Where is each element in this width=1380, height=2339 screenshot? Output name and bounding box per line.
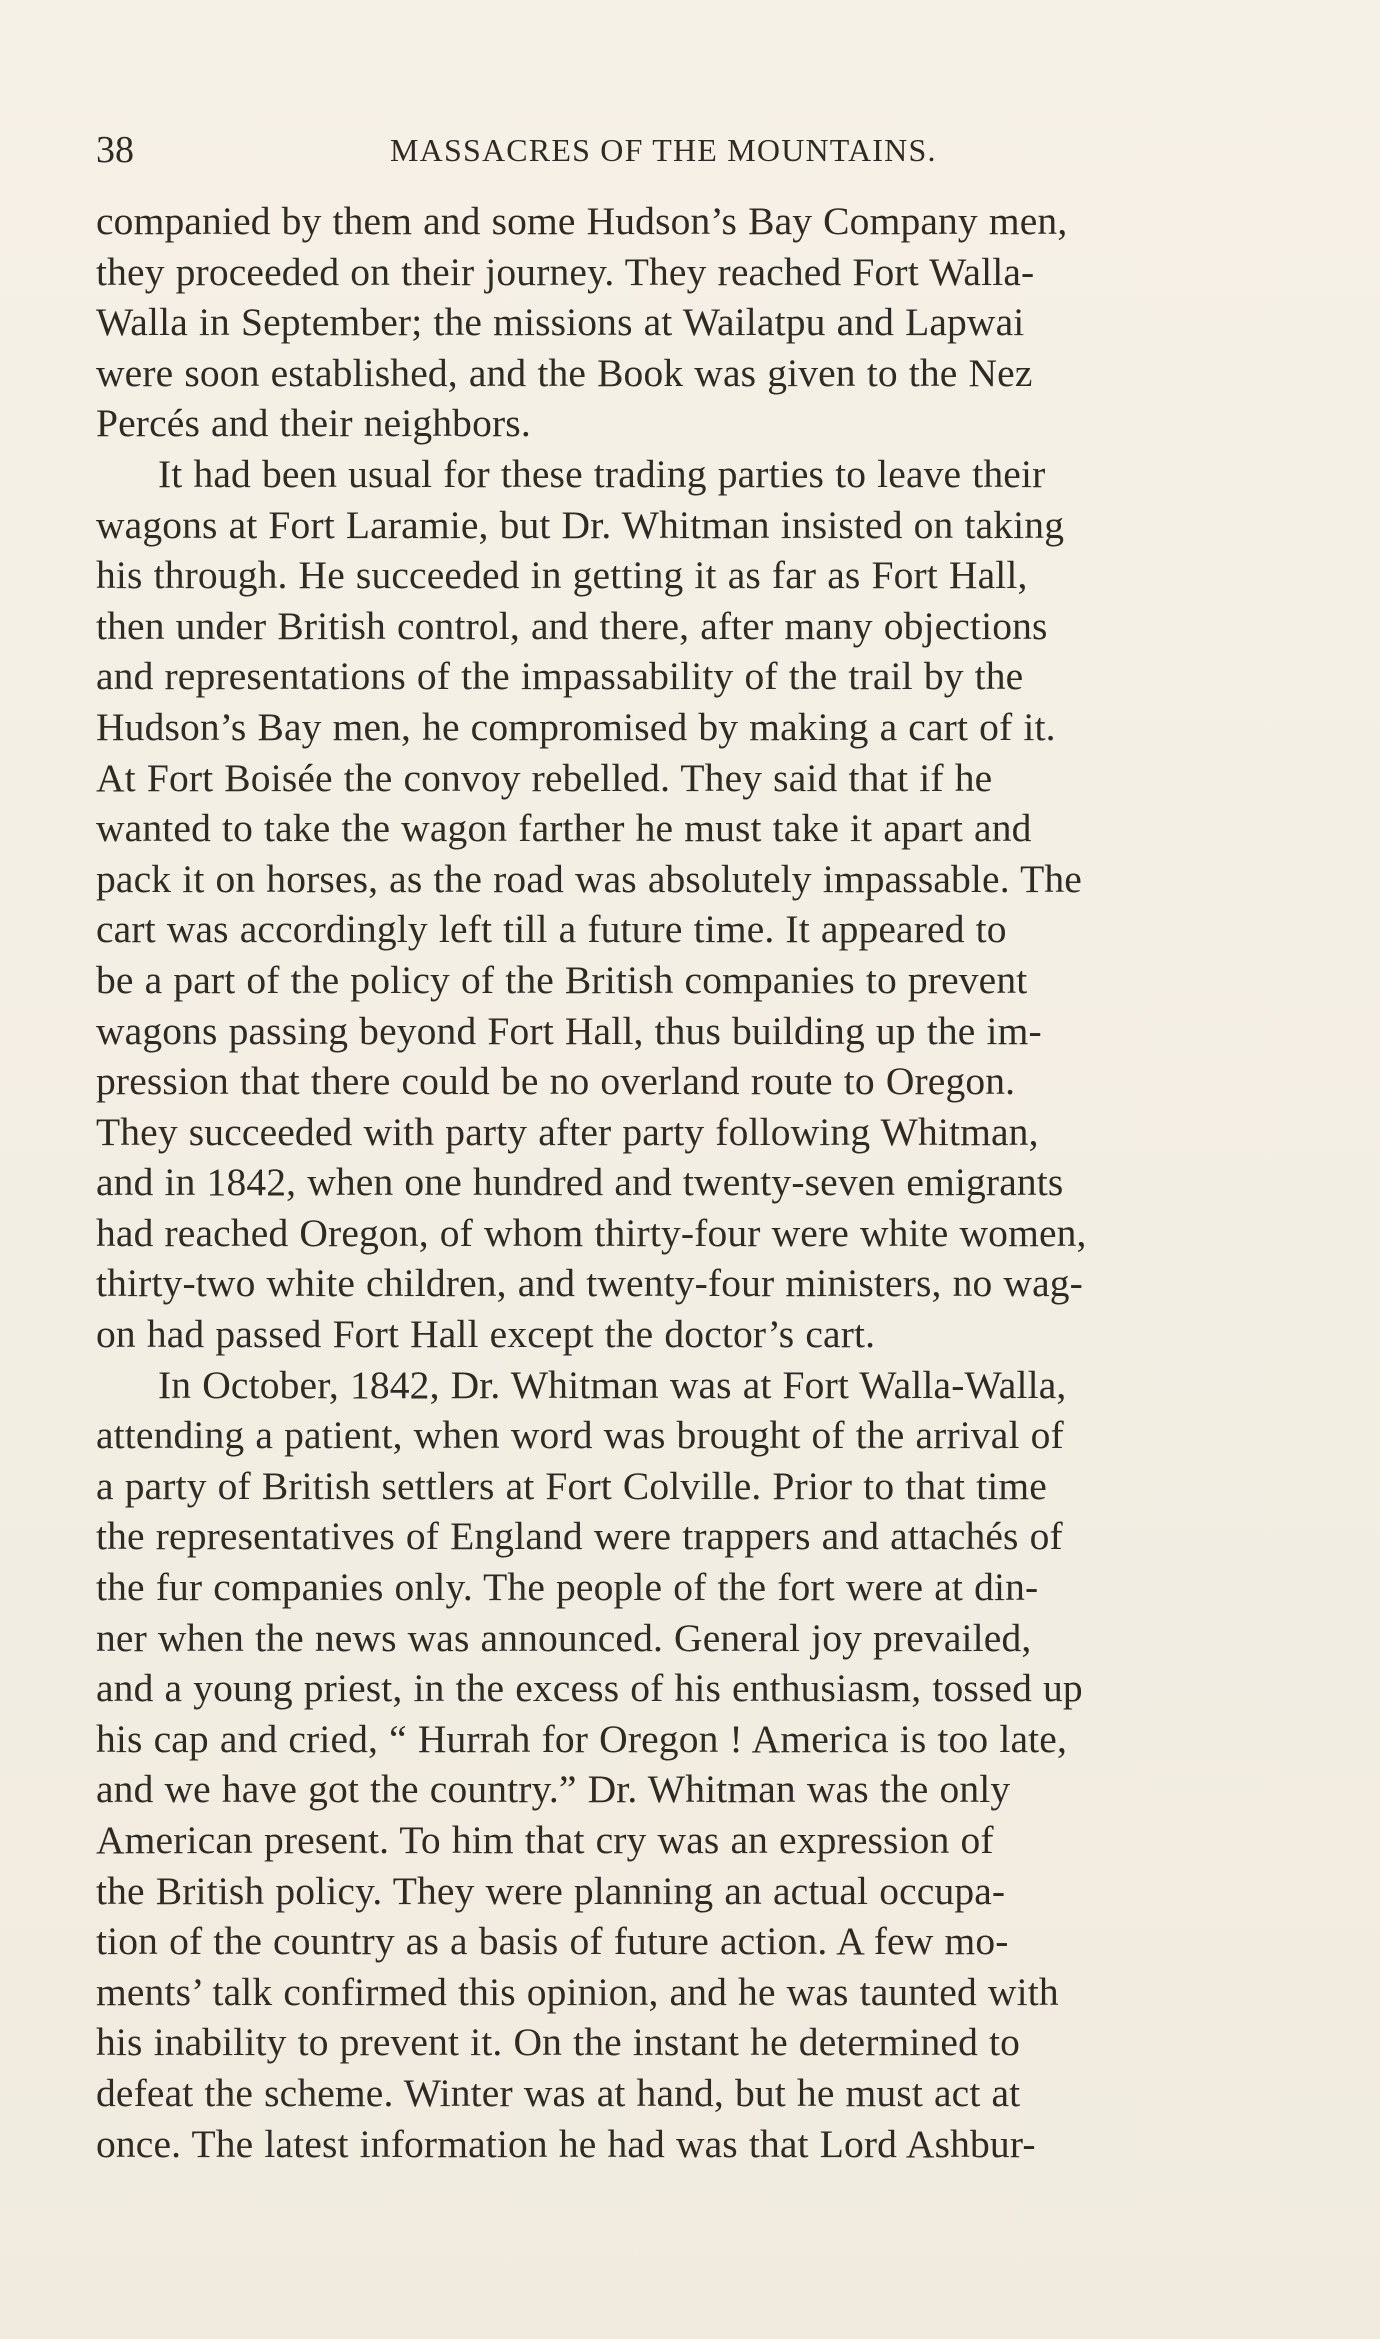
text-line: the representatives of England were trappers and attachés of <box>96 1514 1063 1559</box>
text-line: companied by them and some Hudson’s Bay Company men, <box>96 199 1068 243</box>
text-line: wagons passing beyond Fort Hall, thus building up the im- <box>96 1008 1042 1053</box>
text-line: the British policy. They were planning an actual occupa- <box>96 1868 1006 1913</box>
text-line: attending a patient, when word was brought of the arrival of <box>96 1413 1064 1458</box>
text-line: on had passed Fort Hall except the doctor’s cart. <box>96 1312 876 1357</box>
text-line: his inability to prevent it. On the instant he determined to <box>96 2020 1021 2065</box>
text-line: a party of British settlers at Fort Colville. Prior to that time <box>96 1463 1047 1508</box>
text-line: his cap and cried, “ Hurrah for Oregon ! America is too late, <box>96 1716 1067 1761</box>
text-line: pression that there could be no overland route to Oregon. <box>96 1059 1016 1104</box>
text-line: thirty-two white children, and twenty-four ministers, no wag- <box>96 1261 1083 1306</box>
paragraph-first-line: In October, 1842, Dr. Whitman was at Fort Walla-Walla, <box>158 1362 1067 1407</box>
text-line: wanted to take the wagon farther he must take it apart and <box>96 806 1032 851</box>
text-line: wagons at Fort Laramie, but Dr. Whitman insisted on taking <box>96 502 1065 547</box>
running-head <box>96 128 1246 186</box>
paragraph-first-line: It had been usual for these trading parties to leave their <box>158 451 1046 496</box>
text-line: ner when the news was announced. General joy prevailed, <box>96 1615 1032 1660</box>
text-line: pack it on horses, as the road was absolutely impassable. The <box>96 856 1082 901</box>
text-line: tion of the country as a basis of future action. A few mo- <box>96 1919 1009 1964</box>
text-line: and a young priest, in the excess of his enthusiasm, tossed up <box>96 1666 1083 1711</box>
text-line: defeat the scheme. Winter was at hand, but he must act at <box>96 2070 1021 2115</box>
body-text <box>96 196 1256 2169</box>
text-line: be a part of the policy of the British companies to prevent <box>96 957 1028 1002</box>
text-line: ments’ talk confirmed this opinion, and he was taunted with <box>96 1969 1059 2014</box>
text-line: once. The latest information he had was that Lord Ashbur- <box>96 2121 1036 2166</box>
text-line: were soon established, and the Book was given to the Nez <box>96 350 1033 395</box>
text-line: then under British control, and there, after many objections <box>96 603 1048 648</box>
text-line: American present. To him that cry was an expression of <box>96 1818 994 1862</box>
text-line: cart was accordingly left till a future time. It appeared to <box>96 907 1007 952</box>
running-title: MASSACRES OF THE MOUNTAINS. <box>390 132 937 168</box>
text-line: Walla in September; the missions at Wailatpu and Lapwai <box>96 300 1025 345</box>
text-line: his through. He succeeded in getting it as far as Fort Hall, <box>96 553 1028 598</box>
text-line: the fur companies only. The people of the fort were at din- <box>96 1565 1039 1610</box>
text-line: and in 1842, when one hundred and twenty-seven emigrants <box>96 1160 1064 1205</box>
text-line: Percés and their neighbors. <box>96 401 531 446</box>
text-line: and representations of the impassability of the trail by the <box>96 654 1024 699</box>
text-line: had reached Oregon, of whom thirty-four were white women, <box>96 1210 1087 1255</box>
text-line: They succeeded with party after party following Whitman, <box>96 1109 1039 1154</box>
text-line: Hudson’s Bay men, he compromised by making a cart of it. <box>96 704 1056 749</box>
text-line: they proceeded on their journey. They reached Fort Walla- <box>96 249 1035 294</box>
text-line: At Fort Boisée the convoy rebelled. They said that if he <box>96 755 993 800</box>
page-number: 38 <box>96 129 134 171</box>
text-line: and we have got the country.” Dr. Whitman was the only <box>96 1767 1011 1812</box>
